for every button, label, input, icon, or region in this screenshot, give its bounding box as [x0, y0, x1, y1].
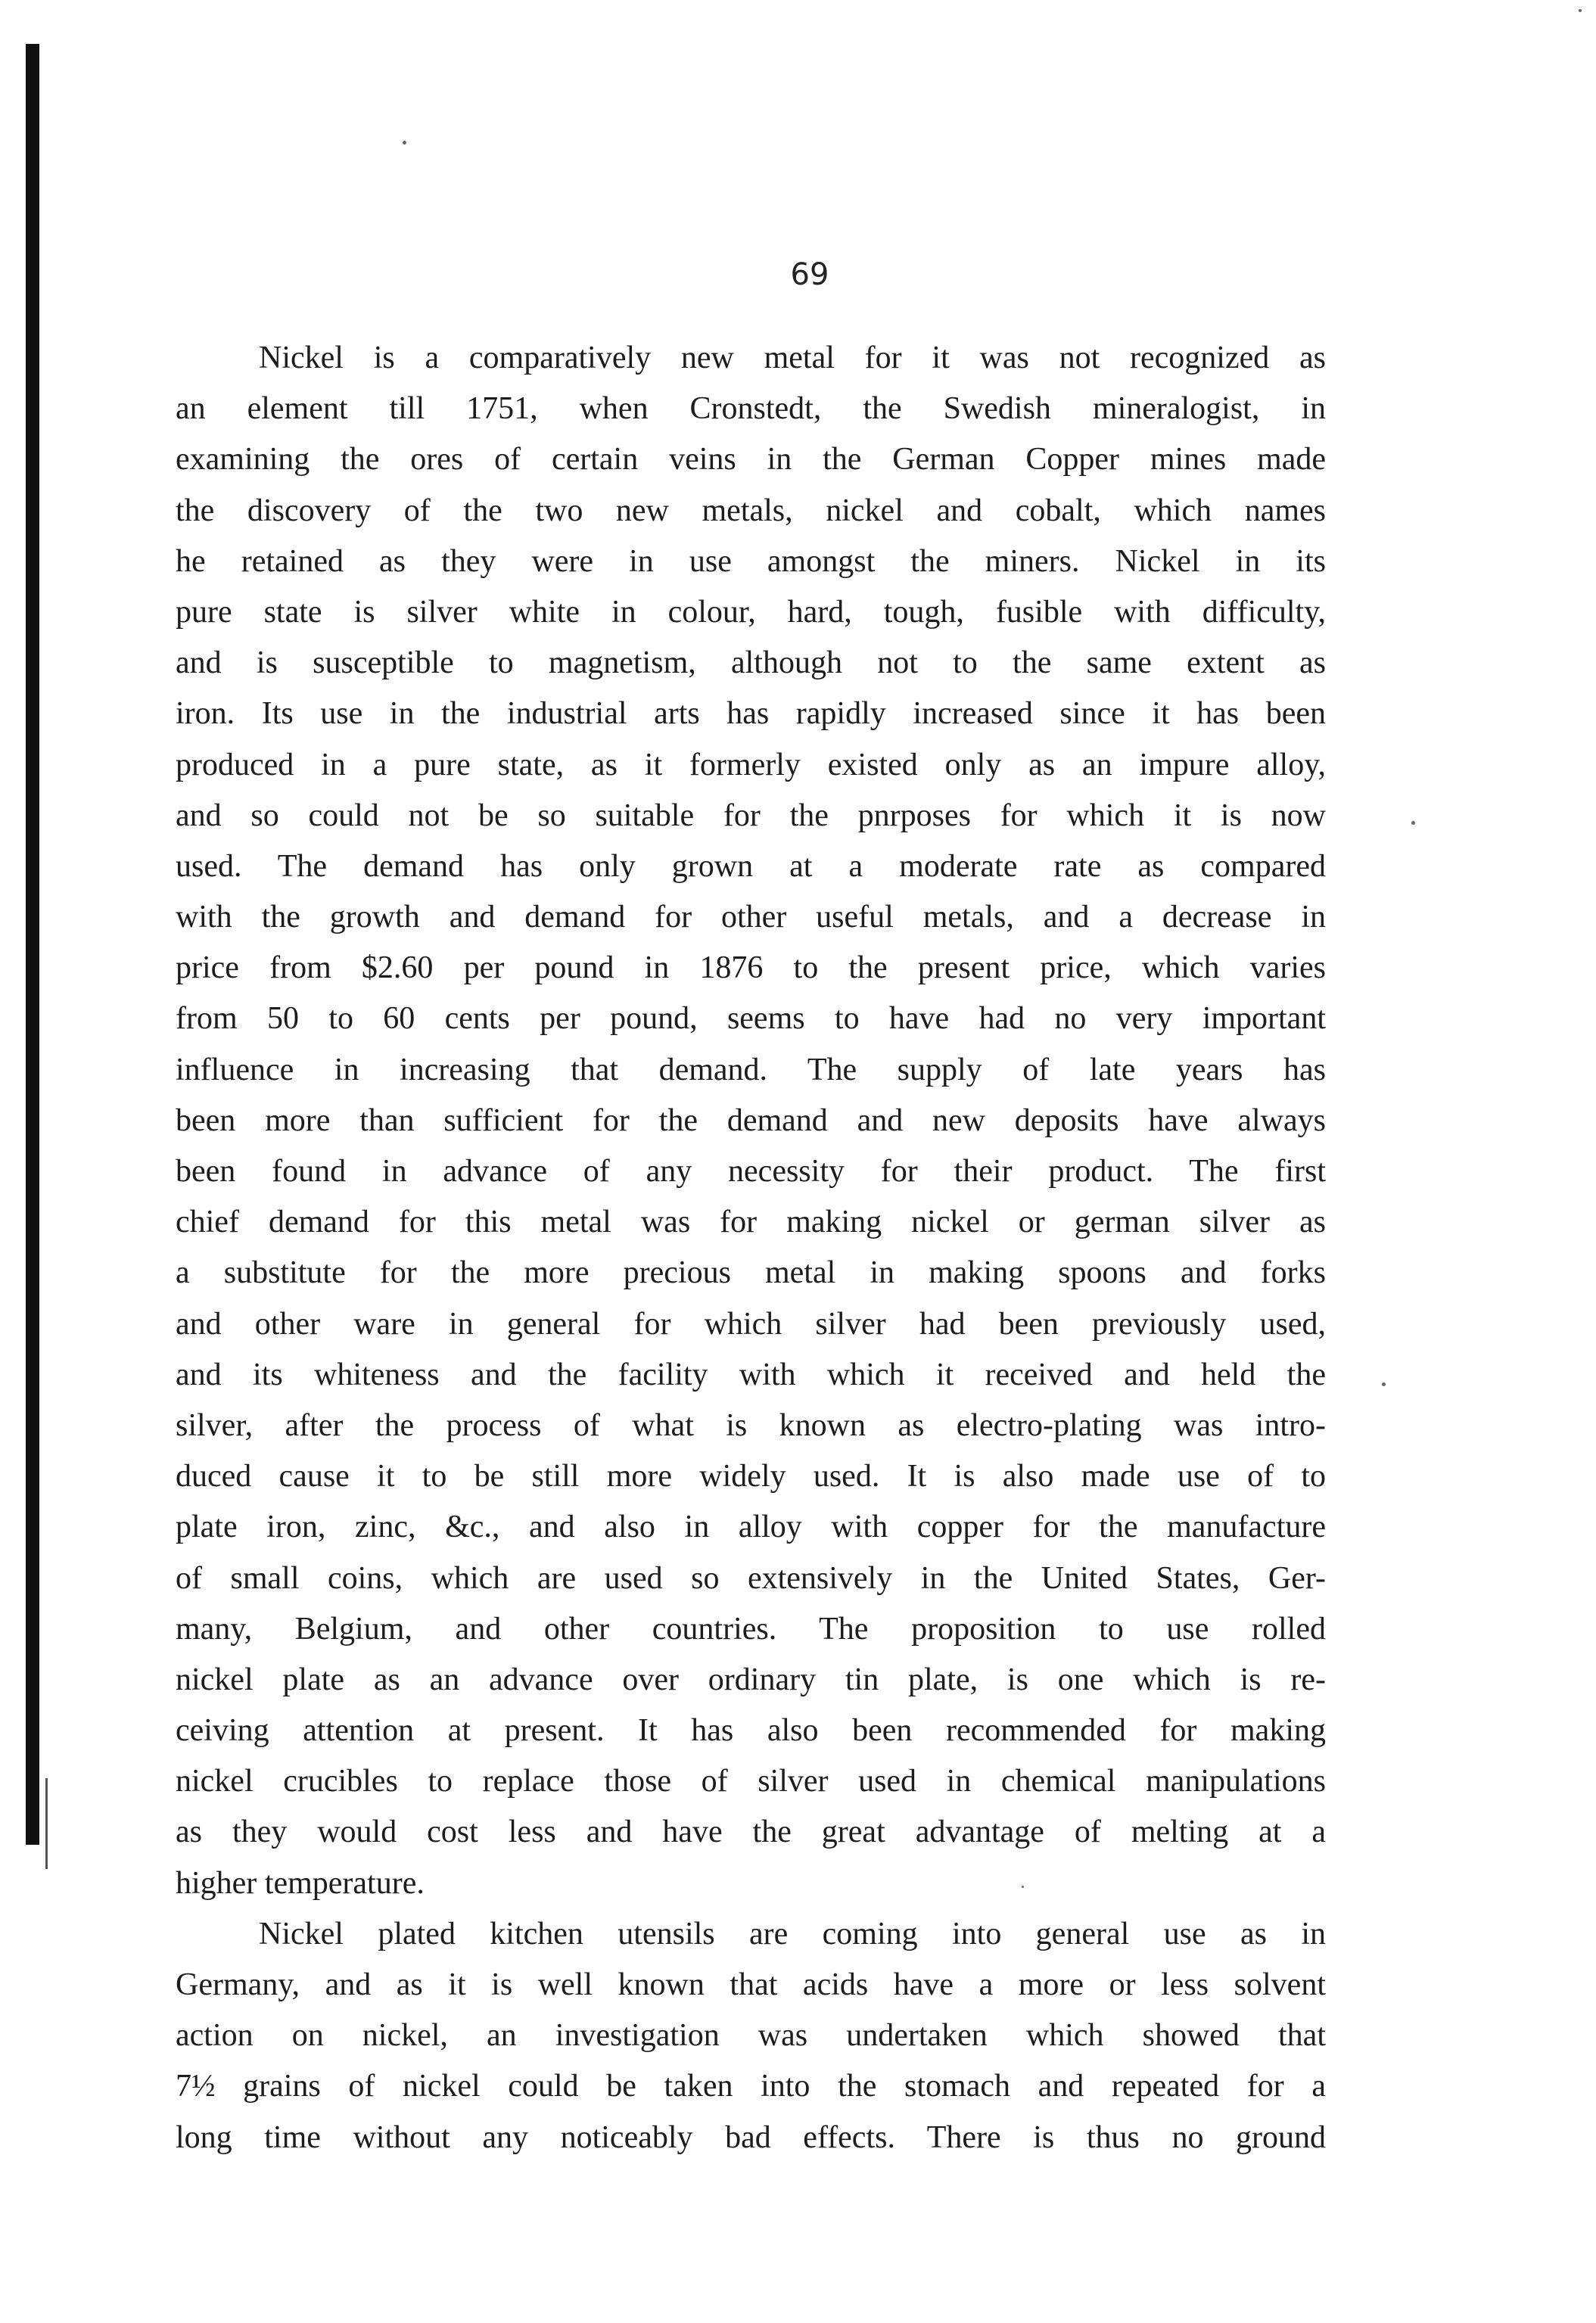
text-line: an element till 1751, when Cronstedt, the Swedish mineralogist, in [176, 391, 1326, 427]
text-line: plate iron, zinc, &c., and also in alloy with copper for the manufacture [176, 1510, 1326, 1545]
text-line: influence in increasing that demand. The supply of late years has [176, 1052, 1326, 1087]
text-line: he retained as they were in use amongst the miners. Nickel in its [176, 543, 1326, 579]
scan-speck [1579, 9, 1582, 12]
text-line: Germany, and as it is well known that acids have a more or less solvent [176, 1967, 1326, 2002]
text-line: been found in advance of any necessity for their product. The first [176, 1154, 1326, 1189]
text-line: examining the ores of certain veins in the German Copper mines made [176, 442, 1326, 477]
text-line: a substitute for the more precious metal in making spoons and forks [176, 1255, 1326, 1291]
paragraph-2 [176, 1909, 1326, 2163]
text-line: from 50 to 60 cents per pound, seems to have had no very important [176, 1001, 1326, 1037]
text-line: ceiving attention at present. It has also been recommended for making [176, 1713, 1326, 1749]
text-line: the discovery of the two new metals, nickel and cobalt, which names [176, 493, 1326, 528]
text-line: of small coins, which are used so extensively in the United States, Ger- [176, 1560, 1326, 1596]
text-line: higher temperature. [176, 1865, 425, 1901]
text-line: Nickel plated kitchen utensils are coming into general use as in [259, 1916, 1326, 1951]
page-number: 69 [790, 257, 829, 292]
scan-binding-mark [45, 1778, 48, 1869]
text-line: duced cause it to be still more widely used. It is also made use of to [176, 1459, 1326, 1494]
text-line: Nickel is a comparatively new metal for it was not recognized as [259, 341, 1326, 375]
text-line: as they would cost less and have the great advantage of melting at a [176, 1815, 1326, 1850]
text-line: many, Belgium, and other countries. The proposition to use rolled [176, 1611, 1326, 1647]
text-line: and is susceptible to magnetism, although not to the same extent as [176, 645, 1326, 681]
text-line: iron. Its use in the industrial arts has rapidly increased since it has been [176, 696, 1326, 732]
text-line: been more than sufficient for the demand and new deposits have always [176, 1102, 1326, 1138]
scan-speck [403, 141, 406, 145]
text-line: with the growth and demand for other useful metals, and a decrease in [176, 900, 1326, 935]
text-line: used. The demand has only grown at a moderate rate as compared [176, 848, 1326, 884]
text-line: and so could not be so suitable for the pnrposes for which it is now [176, 798, 1326, 833]
text-line: 7½ grains of nickel could be taken into the stomach and repeated for a [176, 2069, 1326, 2104]
text-line: nickel crucibles to replace those of silver used in chemical manipulations [176, 1764, 1326, 1799]
body-text [176, 333, 1326, 2163]
paragraph-1 [176, 333, 1326, 1909]
text-line: long time without any noticeably bad effects. There is thus no ground [176, 2119, 1326, 2155]
text-line: silver, after the process of what is known as electro-plating was intro- [176, 1407, 1326, 1443]
text-line: chief demand for this metal was for making nickel or german silver as [176, 1205, 1326, 1240]
scan-binding-edge [26, 44, 39, 1845]
text-line: and other ware in general for which silver had been previously used, [176, 1306, 1326, 1342]
scan-speck [1411, 821, 1415, 825]
text-line: pure state is silver white in colour, hard, tough, fusible with difficulty, [176, 594, 1326, 630]
text-line: produced in a pure state, as it formerly existed only as an impure alloy, [176, 747, 1326, 782]
text-line: and its whiteness and the facility with which it received and held the [176, 1357, 1326, 1392]
text-line: price from $2.60 per pound in 1876 to the present price, which varies [176, 950, 1326, 986]
scan-speck [1382, 1382, 1386, 1386]
text-line: action on nickel, an investigation was undertaken which showed that [176, 2018, 1326, 2054]
text-line: nickel plate as an advance over ordinary tin plate, is one which is re- [176, 1662, 1326, 1697]
